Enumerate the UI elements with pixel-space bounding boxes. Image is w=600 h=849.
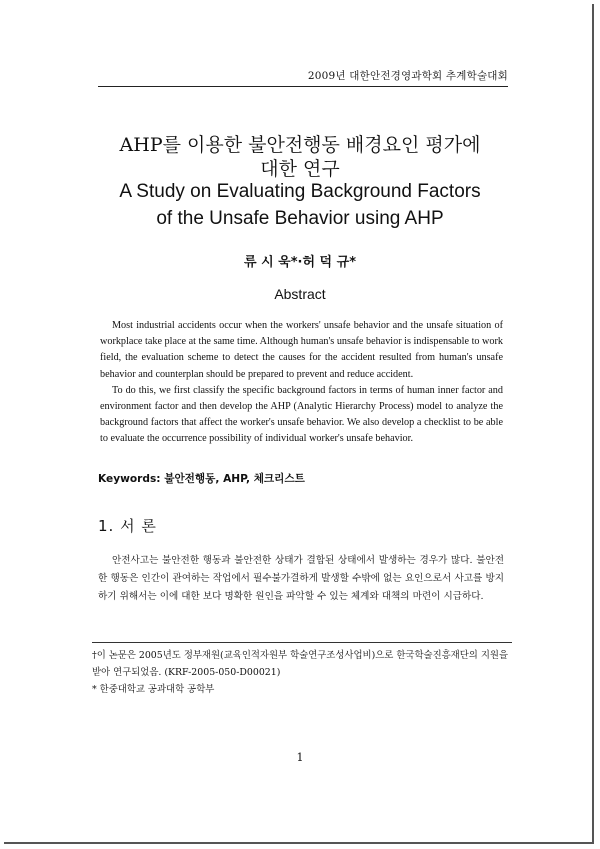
- introduction-paragraph: 안전사고는 불안전한 행동과 불안전한 상태가 결합된 상태에서 발생하는 경우가 많다. 불안전한 행동은 인간이 관여하는 작업에서 필수불가결하게 발생할 수밖에 없는 요인으로서 사고를 방지하기 위해서는 이에 대한 보다 명확한 원인을 파악할 수 있는 체계와 대책의 마련이 시급하다.: [98, 555, 504, 602]
- footnote-funding: †이 논문은 2005년도 정부재원(교육인적자원부 학술연구조성사업비)으로 한국학술진흥재단의 지원을 받아 연구되었음. (KRF-2005-050-D00021): [92, 650, 508, 678]
- authors: 류 시 욱*·허 덕 규*: [244, 255, 356, 270]
- introduction-body: [98, 552, 504, 605]
- abstract-heading: Abstract: [274, 286, 326, 302]
- section-heading-introduction: 1. 서 론: [98, 517, 157, 535]
- english-title-line1: A Study on Evaluating Background Factors: [119, 181, 481, 202]
- abstract-paragraph-1: Most industrial accidents occur when the workers' unsafe behavior and the unsafe situation of workplace take place at the same time. Although human's unsafe behavior is indispensable to work field, the evaluation scheme to detect the causes for the accident resulted from human's unsafe behavior and counterplan should be prepared to prevent and reduce accident.: [100, 320, 503, 380]
- footnote-rule: [92, 642, 512, 643]
- korean-title-line2: 대한 연구: [260, 158, 340, 180]
- abstract-body: [100, 318, 503, 448]
- abstract-paragraph-2: To do this, we first classify the specific background factors in terms of human inner factor and environment factor and then develop the AHP (Analytic Hierarchy Process) model to analyze the background factors that affect the worker's unsafe behavior. We also develop a checklist to be able to evaluate the occurrence possibility of individual worker's unsafe behavior.: [100, 384, 503, 445]
- english-title-line2: of the Unsafe Behavior using AHP: [156, 208, 444, 229]
- conference-header: 2009년 대한안전경영과학회 추계학술대회: [307, 70, 508, 82]
- keywords: Keywords: 불안전행동, AHP, 체크리스트: [98, 473, 305, 485]
- footnote-affiliation: * 한중대학교 공과대학 공학부: [92, 684, 215, 695]
- korean-title-line1: AHP를 이용한 불안전행동 배경요인 평가에: [119, 134, 481, 156]
- header-rule: [98, 86, 508, 87]
- footnotes: [92, 647, 510, 698]
- page-number: 1: [296, 751, 304, 764]
